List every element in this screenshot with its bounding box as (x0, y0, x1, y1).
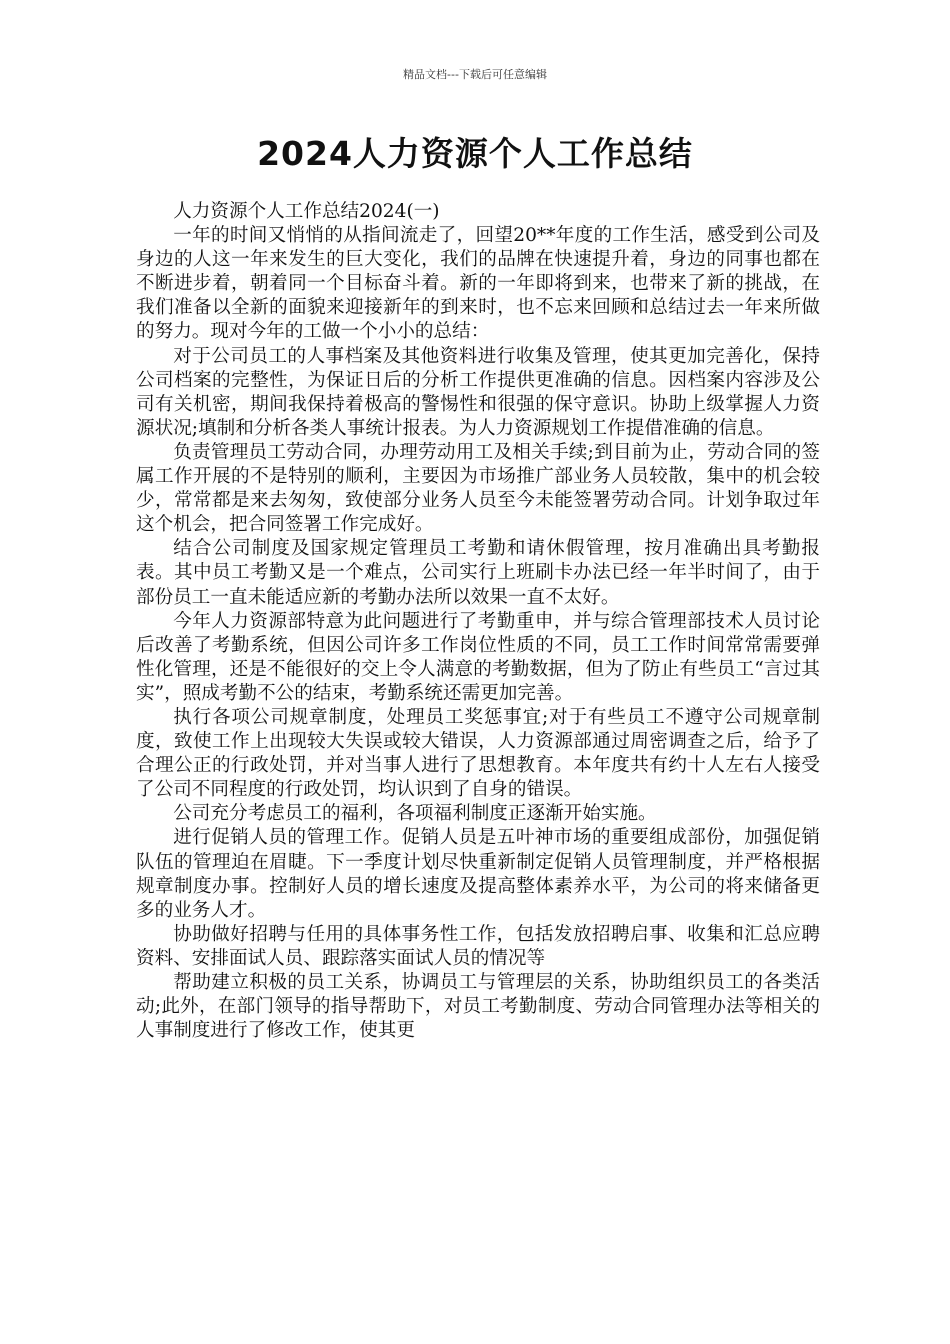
header-note: 精品文档---下载后可任意编辑 (403, 68, 547, 81)
paragraph: 对于公司员工的人事档案及其他资料进行收集及管理，使其更加完善化，保持公司档案的完整性，为保证日后的分析工作提供更准确的信息。因档案内容涉及公司有关机密，期间我保持着极高的警惕性和很强的保守意识。协助上级掌握人力资源状况;填制和分析各类人事统计报表。为人力资源规划工作提借准确的信息。 (136, 345, 820, 439)
paragraph: 今年人力资源部特意为此问题进行了考勤重申，并与综合管理部技术人员讨论后改善了考勤系统，但因公司许多工作岗位性质的不同，员工工作时间常常需要弹性化管理，还是不能很好的交上令人满意的考勤数据，但为了防止有些员工“言过其实”，照成考勤不公的结束，考勤系统还需更加完善。 (136, 610, 820, 704)
paragraph: 执行各项公司规章制度，处理员工奖惩事宜;对于有些员工不遵守公司规章制度，致使工作上出现较大失误或较大错误，人力资源部通过周密调查之后，给予了合理公正的行政处罚，并对当事人进行了思想教育。本年度共有约十人左右人接受了公司不同程度的行政处罚，均认识到了自身的错误。 (136, 706, 820, 801)
paragraph: 一年的时间又悄悄的从指间流走了，回望20**年度的工作生活，感受到公司及身边的人这一年来发生的巨大变化，我们的品牌在快速提升着，身边的同事也都在不断进步着，朝着同一个目标奋斗着。新的一年即将到来，也带来了新的挑战，在我们准备以全新的面貌来迎接新年的到来时，也不忘来回顾和总结过去一年来所做的努力。现对今年的工做一个小小的总结： (136, 225, 820, 343)
document-title: 2024人力资源个人工作总结 (257, 134, 693, 173)
document-body (136, 200, 820, 1043)
paragraph: 帮助建立积极的员工关系，协调员工与管理层的关系，协助组织员工的各类活动;此外，在部门领导的指导帮助下，对员工考勤制度、劳动合同管理办法等相关的人事制度进行了修改工作，使其更 (136, 972, 820, 1042)
section-heading: 人力资源个人工作总结2024(一) (173, 201, 440, 222)
paragraph: 结合公司制度及国家规定管理员工考勤和请休假管理，按月准确出具考勤报表。其中员工考勤又是一个难点，公司实行上班刷卡办法已经一年半时间了，由于部份员工一直未能适应新的考勤办法所以效果一直不太好。 (136, 538, 820, 608)
paragraph: 协助做好招聘与任用的具体事务性工作，包括发放招聘启事、收集和汇总应聘资料、安排面试人员、跟踪落实面试人员的情况等 (136, 923, 820, 969)
paragraph: 进行促销人员的管理工作。促销人员是五叶神市场的重要组成部份，加强促销队伍的管理迫在眉睫。下一季度计划尽快重新制定促销人员管理制度，并严格根据规章制度办事。控制好人员的增长速度及提高整体素养水平，为公司的将来储备更多的业务人才。 (136, 827, 820, 921)
paragraph: 公司充分考虑员工的福利，各项福利制度正逐渐开始实施。 (173, 803, 657, 825)
paragraph: 负责管理员工劳动合同，办理劳动用工及相关手续;到目前为止，劳动合同的签属工作开展的不是特别的顺利，主要因为市场推广部业务人员较散，集中的机会较少，常常都是来去匆匆，致使部分业务人员至今未能签署劳动合同。计划争取过年这个机会，把合同签署工作完成好。 (136, 441, 820, 536)
